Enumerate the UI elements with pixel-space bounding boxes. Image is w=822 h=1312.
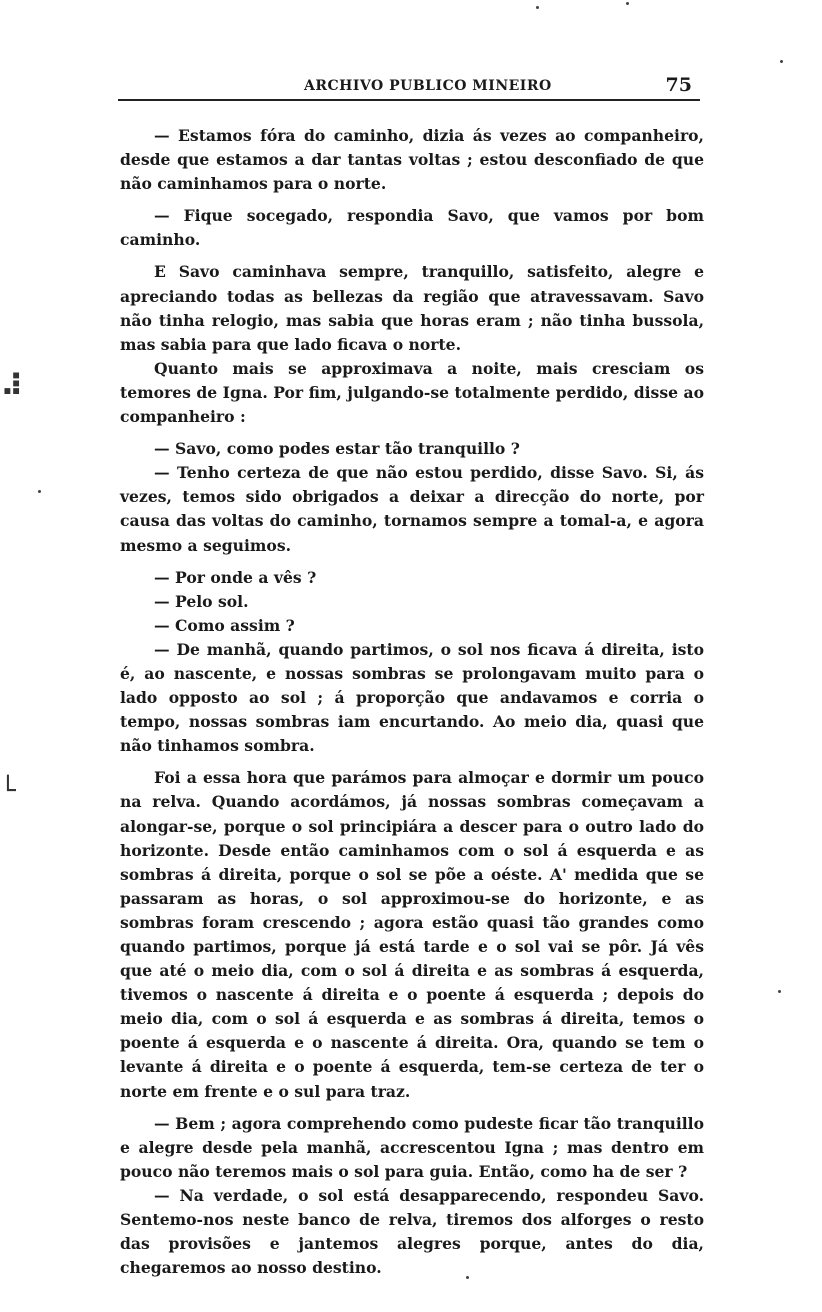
paragraph: Foi a essa hora que parámos para almoçar e dormir um pouco na relva. Quando acordámos, já nossas sombras começavam a alongar-se, porque o sol principiára a descer para o outro lado do horizonte. Desde então caminhamos com o sol á esquerda e as sombras á direita, porque o sol se põe a oéste. A' medida que se passaram as horas, o sol approximou-se do horizonte, e as sombras foram crescendo ; agora estão quasi tão grandes como quando partimos, porque já está tarde e o sol vai se pôr. Já vês que até o meio dia, com o sol á direita e as sombras á esquerda, tivemos o nascente á direita e o poente á esquerda ; depois do meio dia, com o sol á esquerda e as sombras á direita, temos o poente á esquerda e o nascente á direita. Ora, quando se tem o levante á direita e o poente á esquerda, tem-se certeza de ter o norte em frente e o sul para traz.	[120, 768, 704, 1101]
scan-speck	[466, 1276, 469, 1279]
scan-speck	[38, 490, 41, 493]
scan-speck	[536, 6, 539, 9]
paragraph: — Pelo sol.	[154, 591, 249, 611]
margin-scan-mark: └	[0, 776, 16, 806]
page-body	[120, 124, 704, 1280]
running-title: ARCHIVO PUBLICO MINEIRO	[304, 78, 552, 94]
paragraph: Quanto mais se approximava a noite, mais cresciam os temores de Igna. Por fim, julgando-se totalmente perdido, disse ao companheiro :	[120, 358, 704, 427]
page-number: 75	[665, 74, 692, 96]
scan-speck	[778, 990, 781, 993]
paragraph: E Savo caminhava sempre, tranquillo, satisfeito, alegre e apreciando todas as bellezas da região que atravessavam. Savo não tinha relogio, mas sabia que horas eram ; não tinha bussola, mas sabia para que lado ficava o norte.	[120, 262, 704, 354]
paragraph: — Savo, como podes estar tão tranquillo ?	[154, 439, 520, 459]
running-header	[118, 74, 700, 98]
margin-scan-mark: ⠼	[0, 369, 24, 404]
paragraph: — Fique socegado, respondia Savo, que vamos por bom caminho.	[120, 206, 704, 250]
header-rule	[118, 99, 700, 101]
paragraph: — Na verdade, o sol está desapparecendo, respondeu Savo. Sentemo-nos neste banco de relva, tiremos dos alforges o resto das provisões e jantemos alegres porque, antes do dia, chegaremos ao nosso destino.	[120, 1185, 704, 1278]
paragraph: — Por onde a vês ?	[154, 567, 317, 587]
paragraph: — Bem ; agora comprehendo como pudeste ficar tão tranquillo e alegre desde pela manhã, accrescentou Igna ; mas dentro em pouco não teremos mais o sol para guia. Então, como ha de ser ?	[120, 1113, 704, 1181]
paragraph: — De manhã, quando partimos, o sol nos ficava á direita, isto é, ao nascente, e nossas sombras se prolongavam muito para o lado opposto ao sol ; á proporção que andavamos e corria o tempo, nossas sombras iam encurtando. Ao meio dia, quasi que não tinhamos sombra.	[120, 639, 704, 756]
scan-speck	[780, 60, 783, 63]
paragraph: — Estamos fóra do caminho, dizia ás vezes ao companheiro, desde que estamos a dar tantas voltas ; estou desconfiado de que não caminhamos para o norte.	[120, 126, 704, 194]
paragraph: — Como assim ?	[154, 615, 295, 635]
paragraph: — Tenho certeza de que não estou perdido, disse Savo. Si, ás vezes, temos sido obrigados a deixar a direcção do norte, por causa das voltas do caminho, tornamos sempre a tomal-a, e agora mesmo a seguimos.	[120, 463, 704, 555]
scan-speck	[626, 2, 629, 5]
